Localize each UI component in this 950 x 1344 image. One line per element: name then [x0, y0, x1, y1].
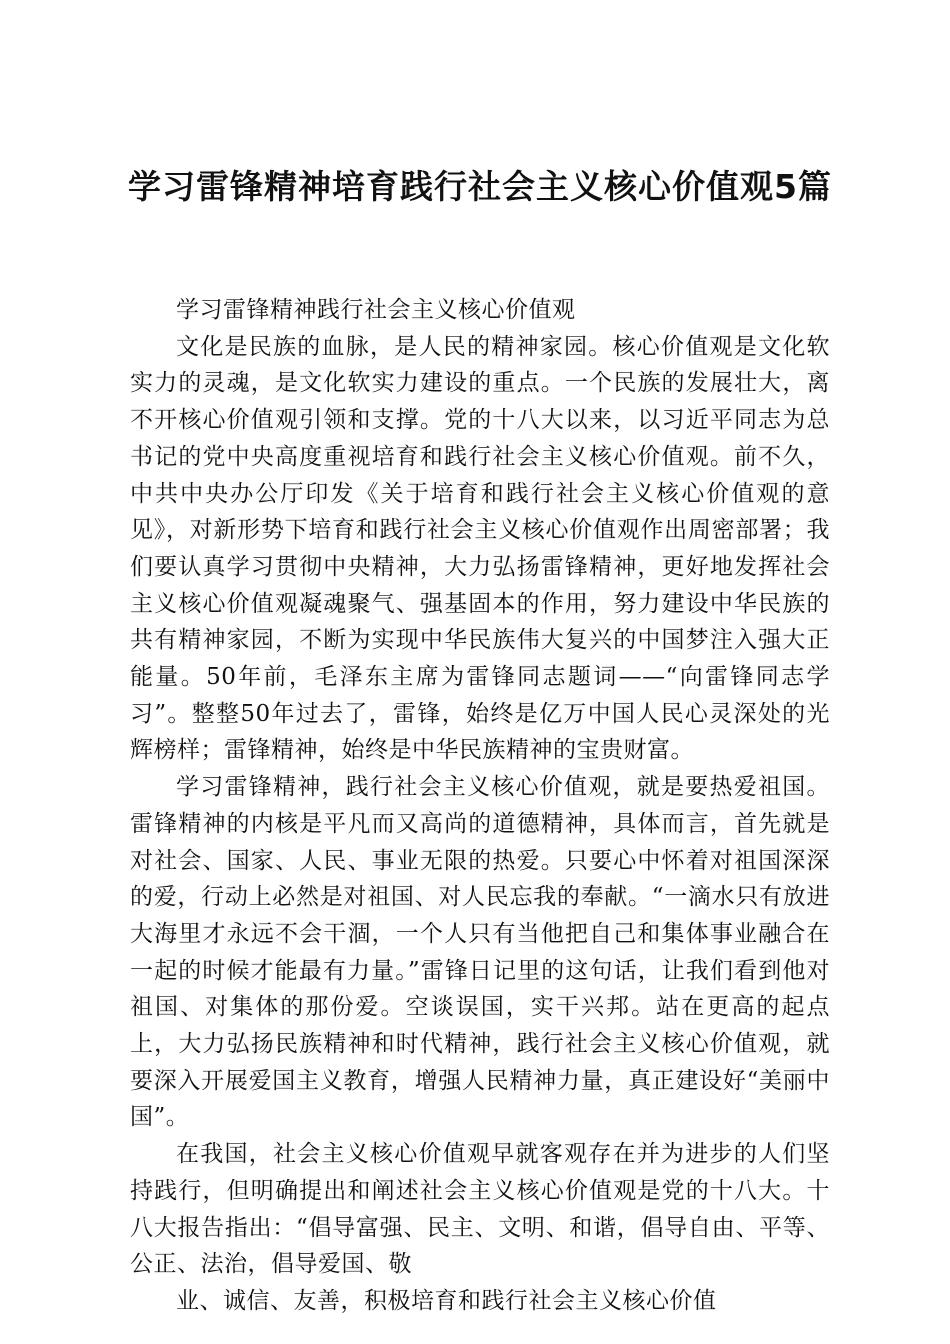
paragraph-2: 学习雷锋精神，践行社会主义核心价值观，就是要热爱祖国。雷锋精神的内核是平凡而又高尚的道德精神，具体而言，首先就是对社会、国家、人民、事业无限的热爱。只要心中怀着对祖国深深的爱，行动上必然是对祖国、对人民忘我的奉献。“一滴水只有放进大海里才永远不会干涸，一个人只有当他把自己和集体事业融合在一起的时候才能最有力量。”雷锋日记里的这句话，让我们看到他对祖国、对集体的那份爱。空谈误国，实干兴邦。站在更高的起点上，大力弘扬民族精神和时代精神，践行社会主义核心价值观，就要深入开展爱国主义教育，增强人民精神力量，真正建设好“美丽中国”。	[130, 774, 830, 1131]
paragraph-1: 文化是民族的血脉，是人民的精神家园。核心价值观是文化软实力的灵魂，是文化软实力建设的重点。一个民族的发展壮大，离不开核心价值观引领和支撑。党的十八大以来，以习近平同志为总书记的党中央高度重视培育和践行社会主义核心价值观。前不久，中共中央办公厅印发《关于培育和践行社会主义核心价值观的意见》，对新形势下培育和践行社会主义核心价值观作出周密部署；我们要认真学习贯彻中央精神，大力弘扬雷锋精神，更好地发挥社会主义核心价值观凝魂聚气、强基固本的作用，努力建设中华民族的共有精神家园，不断为实现中华民族伟大复兴的中国梦注入强大正能量。50年前，毛泽东主席为雷锋同志题词——“向雷锋同志学习”。整整50年过去了，雷锋，始终是亿万中国人民心灵深处的光辉榜样；雷锋精神，始终是中华民族精神的宝贵财富。	[130, 333, 830, 764]
paragraph-4: 业、诚信、友善，积极培育和践行社会主义核心价值	[176, 1287, 717, 1314]
paragraph-3: 在我国，社会主义核心价值观早就客观存在并为进步的人们坚持践行，但明确提出和阐述社会主义核心价值观是党的十八大。十八大报告指出：“倡导富强、民主、文明、和谐，倡导自由、平等、公正、法治，倡导爱国、敬	[130, 1141, 830, 1278]
document-body	[130, 292, 830, 1320]
document-title: 学习雷锋精神培育践行社会主义核心价值观5篇	[128, 167, 832, 206]
document-subtitle: 学习雷锋精神践行社会主义核心价值观	[176, 297, 576, 323]
